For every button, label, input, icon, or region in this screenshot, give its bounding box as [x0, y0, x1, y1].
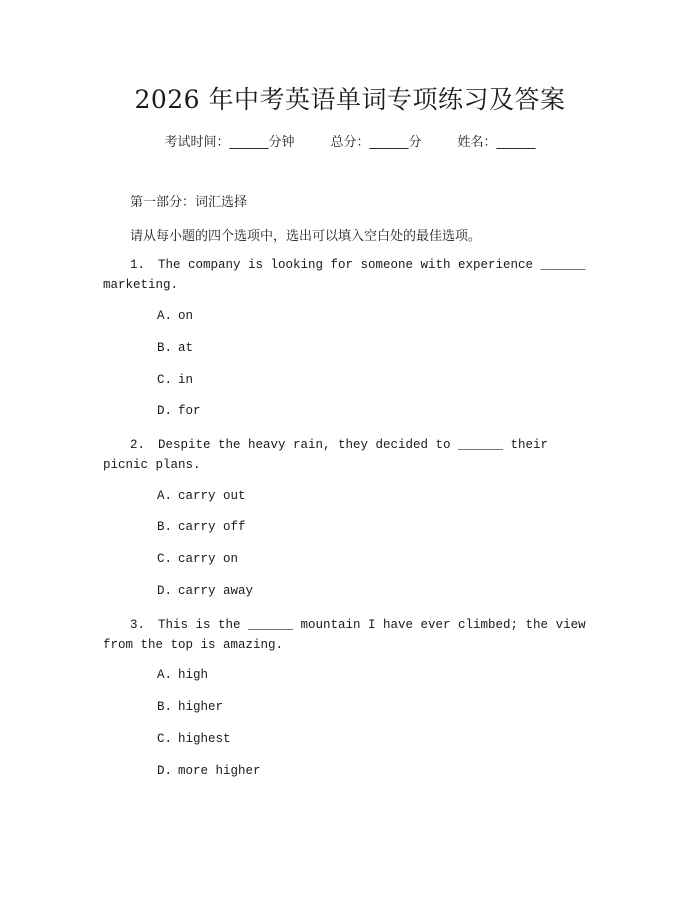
question-2 — [103, 435, 593, 475]
question-number: 3. — [130, 618, 146, 632]
student-name-field: 姓名：______ — [457, 135, 536, 150]
question-1 — [103, 255, 593, 295]
question-text: The company is looking for someone with experience ______ marketing. — [103, 258, 586, 292]
total-score-field: 总分：______分 — [330, 135, 422, 150]
option-text: carry out — [178, 489, 246, 503]
option-letter: A. — [157, 489, 173, 503]
option-text: highest — [178, 732, 231, 746]
option-text: carry on — [178, 552, 239, 566]
option-text: carry off — [178, 520, 246, 534]
option-text: for — [178, 404, 201, 418]
option-letter: D. — [157, 404, 173, 418]
option-2c — [157, 552, 238, 566]
option-2d — [157, 584, 253, 598]
option-text: on — [178, 309, 194, 323]
question-number: 2. — [130, 438, 146, 452]
option-1c — [157, 373, 193, 387]
question-3 — [103, 615, 593, 655]
option-letter: B. — [157, 700, 173, 714]
option-text: in — [178, 373, 194, 387]
option-3b — [157, 700, 223, 714]
section-heading: 第一部分：词汇选择 — [130, 195, 248, 210]
option-text: higher — [178, 700, 224, 714]
option-1d — [157, 404, 201, 418]
question-number: 1. — [130, 258, 146, 272]
option-text: carry away — [178, 584, 254, 598]
option-letter: A. — [157, 668, 173, 682]
option-3a — [157, 668, 208, 682]
option-2b — [157, 520, 246, 534]
option-letter: D. — [157, 764, 173, 778]
option-1a — [157, 309, 193, 323]
option-letter: B. — [157, 341, 173, 355]
option-letter: A. — [157, 309, 173, 323]
option-letter: C. — [157, 552, 173, 566]
exam-time-field: 考试时间：______分钟 — [164, 135, 295, 150]
option-2a — [157, 489, 246, 503]
option-letter: C. — [157, 373, 173, 387]
option-1b — [157, 341, 193, 355]
option-3c — [157, 732, 231, 746]
option-text: at — [178, 341, 194, 355]
option-letter: B. — [157, 520, 173, 534]
question-text: Despite the heavy rain, they decided to ______ their picnic plans. — [103, 438, 549, 472]
option-text: high — [178, 668, 209, 682]
option-letter: D. — [157, 584, 173, 598]
option-3d — [157, 764, 261, 778]
option-text: more higher — [178, 764, 261, 778]
question-text: This is the ______ mountain I have ever climbed; the view from the top is amazing. — [103, 618, 586, 652]
exam-info-line — [0, 131, 700, 150]
option-letter: C. — [157, 732, 173, 746]
page-title: 2026 年中考英语单词专项练习及答案 — [134, 85, 566, 114]
section-instruction: 请从每小题的四个选项中，选出可以填入空白处的最佳选项。 — [130, 229, 482, 244]
